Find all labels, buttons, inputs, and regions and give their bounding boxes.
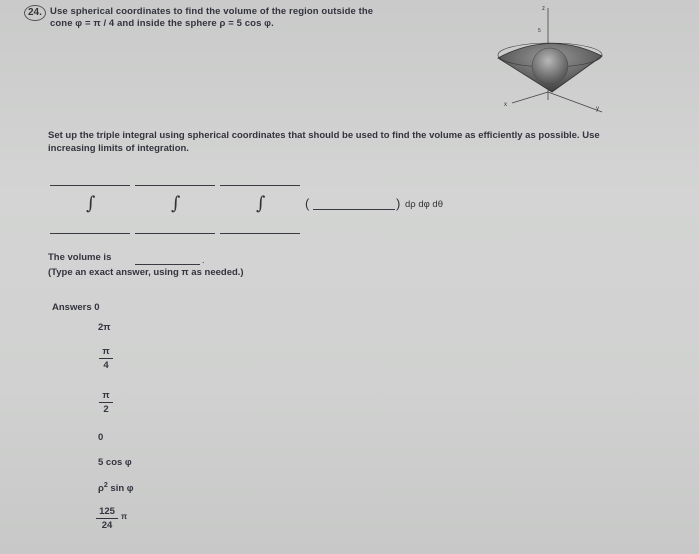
fraction-denominator: 24 xyxy=(101,520,113,531)
fraction-numerator: 125 xyxy=(99,506,115,517)
y-axis-label: y xyxy=(596,106,599,112)
answer-volume-pi: π xyxy=(121,512,128,521)
phi-upper-limit-field[interactable] xyxy=(135,185,215,186)
integral-sign-theta: ∫ xyxy=(86,193,96,214)
volume-answer-field[interactable] xyxy=(135,264,200,265)
answer-pi-over-2 xyxy=(99,390,113,415)
integral-sign-rho: ∫ xyxy=(256,193,266,214)
answer-pi-over-4 xyxy=(99,346,113,371)
answer-two-pi: 2π xyxy=(98,322,111,333)
sphere xyxy=(532,48,568,84)
question-number: 24. xyxy=(24,5,46,21)
x-axis xyxy=(512,92,548,103)
fraction-denominator: 2 xyxy=(103,404,109,415)
z-axis-label: z xyxy=(542,6,545,12)
rho-upper-limit-field[interactable] xyxy=(220,185,300,186)
question-text-line1: Use spherical coordinates to find the volume of the region outside the xyxy=(50,6,374,17)
instructions-line2: increasing limits of integration. xyxy=(48,143,189,154)
answer-five-cos-phi: 5 cos φ xyxy=(98,457,132,468)
x-axis-label: x xyxy=(504,102,507,108)
y-axis xyxy=(548,92,602,112)
differentials: dρ dφ dθ xyxy=(405,199,443,210)
sin-phi-text: sin φ xyxy=(107,483,134,495)
theta-lower-limit-field[interactable] xyxy=(50,233,130,234)
integrand-close-paren: ) xyxy=(396,196,401,211)
theta-upper-limit-field[interactable] xyxy=(50,185,130,186)
fraction-bar xyxy=(96,518,118,519)
z-tick-label: 5 xyxy=(538,28,541,34)
fraction-denominator: 4 xyxy=(103,360,109,371)
answer-format-note: (Type an exact answer, using π as needed.) xyxy=(48,267,244,278)
integral-sign-phi: ∫ xyxy=(171,193,181,214)
fraction-numerator: π xyxy=(102,346,110,357)
answer-volume-value xyxy=(96,506,118,531)
volume-period: . xyxy=(202,255,205,265)
rho-lower-limit-field[interactable] xyxy=(220,233,300,234)
phi-lower-limit-field[interactable] xyxy=(135,233,215,234)
answers-heading: Answers 0 xyxy=(52,302,100,313)
integrand-field[interactable] xyxy=(313,209,395,210)
volume-label: The volume is xyxy=(48,252,112,263)
question-text-line2: cone φ = π / 4 and inside the sphere ρ = 5 cos φ. xyxy=(50,18,274,29)
exponent: 2 xyxy=(103,482,108,489)
answer-rho-squared-sin-phi xyxy=(98,482,134,494)
cone-sphere-figure xyxy=(490,0,620,120)
integrand-open-paren: ( xyxy=(305,196,310,211)
fraction-bar xyxy=(99,402,113,403)
fraction-numerator: π xyxy=(102,390,110,401)
answer-zero: 0 xyxy=(98,432,104,443)
rho-symbol: ρ xyxy=(98,483,104,495)
fraction-bar xyxy=(99,358,113,359)
instructions-line1: Set up the triple integral using spherical coordinates that should be used to find the volume as efficiently as possible. Use xyxy=(48,130,600,141)
